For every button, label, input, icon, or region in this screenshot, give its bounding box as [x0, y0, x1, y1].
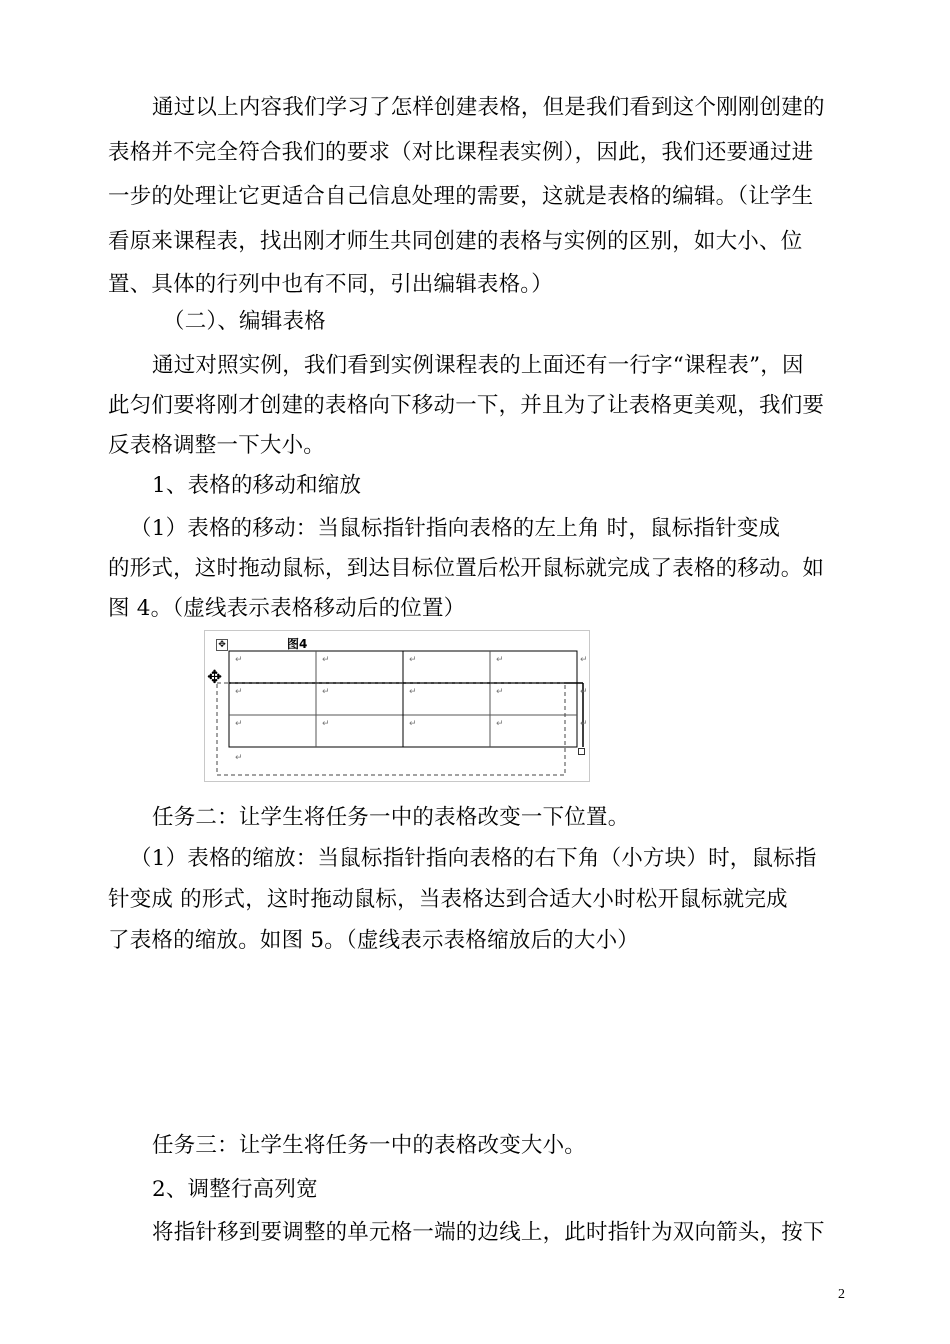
cell-mark: ↵ — [409, 719, 417, 729]
paragraph-line: 反表格调整一下大小。 — [108, 433, 326, 458]
paragraph-line: 图 4。（虚线表示表格移动后的位置） — [108, 596, 466, 621]
cell-mark: ↵ — [580, 655, 588, 665]
table-move-handle-icon[interactable]: ✥ — [216, 639, 228, 651]
table-illustration — [205, 631, 589, 781]
paragraph-line: （1）表格的移动：当鼠标指针指向表格的左上角 时，鼠标指针变成 — [130, 516, 781, 541]
paragraph-line: 通过以上内容我们学习了怎样创建表格，但是我们看到这个刚刚创建的 — [152, 95, 825, 120]
cell-mark: ↵ — [235, 753, 243, 763]
cell-mark: ↵ — [322, 655, 330, 665]
figure-table-move — [204, 630, 590, 782]
cell-mark: ↵ — [322, 687, 330, 697]
cell-mark: ↵ — [496, 719, 504, 729]
page-number: 2 — [838, 1287, 845, 1302]
task-line: 任务三：让学生将任务一中的表格改变大小。 — [152, 1133, 587, 1158]
paragraph-line: 置、具体的行列中也有不同，引出编辑表格。） — [108, 272, 553, 297]
cell-mark: ↵ — [496, 687, 504, 697]
subheading: 1、表格的移动和缩放 — [152, 473, 362, 498]
paragraph-line: （1）表格的缩放：当鼠标指针指向表格的右下角（小方块）时，鼠标指 — [130, 846, 817, 871]
figure-label: 图4 — [287, 637, 308, 651]
paragraph-line: 了表格的缩放。如图 5。（虚线表示表格缩放后的大小） — [108, 928, 639, 953]
cell-mark: ↵ — [409, 655, 417, 665]
paragraph-line: 看原来课程表，找出刚才师生共同创建的表格与实例的区别，如大小、位 — [108, 229, 803, 254]
paragraph-line: 一步的处理让它更适合自己信息处理的需要，这就是表格的编辑。（让学生 — [108, 184, 814, 209]
paragraph-line: 通过对照实例，我们看到实例课程表的上面还有一行字“课程表”，因 — [152, 353, 804, 378]
paragraph-line: 表格并不完全符合我们的要求（对比课程表实例），因此，我们还要通过进 — [108, 140, 814, 165]
paragraph-line: 将指针移到要调整的单元格一端的边线上，此时指针为双向箭头，按下 — [152, 1220, 825, 1245]
four-way-move-cursor-icon: ✥ — [207, 667, 223, 688]
paragraph-line: 此匀们要将刚才创建的表格向下移动一下，并且为了让表格更美观，我们要 — [108, 393, 825, 418]
task-line: 任务二：让学生将任务一中的表格改变一下位置。 — [152, 805, 630, 830]
subheading: 2、调整行高列宽 — [152, 1177, 318, 1202]
dashed-moved-outline — [217, 683, 565, 775]
cell-mark: ↵ — [496, 655, 504, 665]
cell-mark: ↵ — [235, 655, 243, 665]
section-heading: （二）、编辑表格 — [163, 309, 326, 334]
cell-mark: ↵ — [580, 687, 588, 697]
cell-mark: ↵ — [235, 687, 243, 697]
cell-mark: ↵ — [409, 687, 417, 697]
cell-mark: ↵ — [580, 719, 588, 729]
resize-square-icon[interactable] — [578, 748, 585, 755]
cell-mark: ↵ — [235, 719, 243, 729]
cell-mark: ↵ — [322, 719, 330, 729]
paragraph-line: 的形式，这时拖动鼠标，到达目标位置后松开鼠标就完成了表格的移动。如 — [108, 556, 825, 581]
paragraph-line: 针变成 的形式，这时拖动鼠标，当表格达到合适大小时松开鼠标就完成 — [108, 887, 788, 912]
